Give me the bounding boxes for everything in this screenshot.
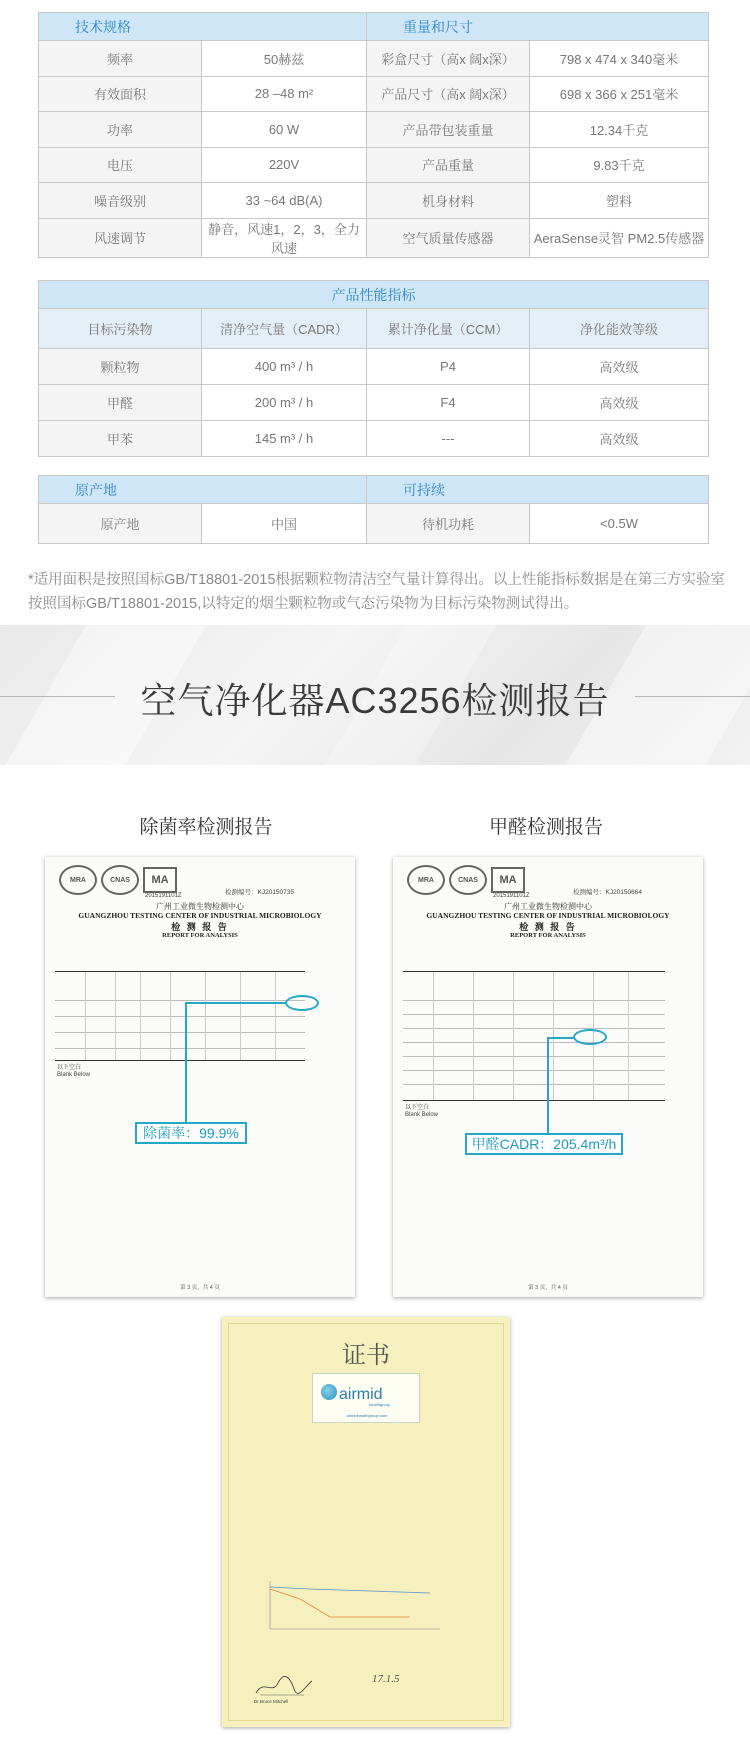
airmid-brand: airmid <box>339 1386 383 1403</box>
origin-header-left: 原产地 <box>39 476 367 504</box>
result-table-graphic <box>55 971 305 1061</box>
spec-value: 220V <box>202 147 367 183</box>
cert-number: 2015191101Z <box>145 893 182 899</box>
origin-label: 原产地 <box>39 504 202 544</box>
spec-header-right: 重量和尺寸 <box>367 13 709 41</box>
performance-value: 400 m³ / h <box>202 349 367 385</box>
column-header: 净化能效等级 <box>530 309 709 349</box>
formaldehyde-report-image <box>393 857 703 1297</box>
report-heading-cn: 检 测 报 告 <box>519 922 577 932</box>
report-number: 检测编号：KJ20150735 <box>225 889 295 896</box>
report-heading-cn: 检 测 报 告 <box>171 922 229 932</box>
origin-table <box>38 475 709 544</box>
ilac-mra-logo: MRA <box>59 865 97 895</box>
column-header: 目标污染物 <box>39 309 202 349</box>
performance-row <box>39 385 709 421</box>
highlight-ellipse <box>573 1029 607 1045</box>
spec-value: 698 x 366 x 251毫米 <box>530 76 709 112</box>
signature-graphic <box>254 1675 314 1697</box>
spec-label: 产品带包装重量 <box>367 112 530 148</box>
airmid-brand-sub: healthgroup <box>369 1402 391 1407</box>
spec-value: 28 –48 m² <box>202 76 367 112</box>
spec-row <box>39 41 709 77</box>
spec-label: 频率 <box>39 41 202 77</box>
blank-below: 以下空白 Blank Below <box>57 1065 91 1078</box>
spec-label: 空气质量传感器 <box>367 218 530 257</box>
performance-table <box>38 280 709 457</box>
spec-label: 功率 <box>39 112 202 148</box>
signer-name: Dr Bruce Mitchell <box>254 1699 289 1704</box>
ilac-mra-logo: MRA <box>407 865 445 895</box>
sterilization-rate-callout: 除菌率：99.9% <box>135 1122 247 1144</box>
spec-table <box>38 12 709 258</box>
spec-row <box>39 147 709 183</box>
cma-logo: MA <box>491 867 525 893</box>
spec-row <box>39 112 709 148</box>
page-number: 第 3 页，共 4 页 <box>528 1285 568 1291</box>
page-number: 第 3 页，共 4 页 <box>180 1285 220 1291</box>
performance-value: P4 <box>367 349 530 385</box>
blank-below: 以下空白 Blank Below <box>405 1105 439 1118</box>
cert-number: 2015191101Z <box>493 893 530 899</box>
performance-table-header <box>39 281 709 309</box>
origin-table-header <box>39 476 709 504</box>
report-number: 检测编号：KJ20150664 <box>573 889 643 896</box>
airmid-logo <box>312 1373 420 1423</box>
standby-value: <0.5W <box>530 504 709 544</box>
spec-label: 噪音级别 <box>39 183 202 219</box>
spec-value: 12.34千克 <box>530 112 709 148</box>
origin-value: 中国 <box>202 504 367 544</box>
report-title-sterilization: 除菌率检测报告 <box>139 817 273 838</box>
spec-value: 9.83千克 <box>530 147 709 183</box>
spec-value: 798 x 474 x 340毫米 <box>530 41 709 77</box>
certificate-chart-graphic <box>250 1577 446 1635</box>
connector-line <box>185 1002 187 1122</box>
spec-label: 产品重量 <box>367 147 530 183</box>
airmid-swirl-icon <box>321 1384 337 1400</box>
spec-label: 产品尺寸（高x 阔x深） <box>367 76 530 112</box>
spec-value: 静音，风速1，2，3，全力风速 <box>202 218 367 257</box>
spec-row <box>39 218 709 257</box>
spec-table-header <box>39 13 709 41</box>
spec-header-left: 技术规格 <box>39 13 367 41</box>
spec-value: 50赫兹 <box>202 41 367 77</box>
performance-value: --- <box>367 421 530 457</box>
result-table-graphic <box>403 971 665 1101</box>
cnas-logo: CNAS <box>101 865 139 895</box>
spec-label: 风速调节 <box>39 218 202 257</box>
spec-label: 彩盒尺寸（高x 阔x深） <box>367 41 530 77</box>
center-name-en: GUANGZHOU TESTING CENTER OF INDUSTRIAL MICROBIOLOGY <box>426 911 670 920</box>
footnote: *适用面积是按照国标GB/T18801-2015根据颗粒物清洁空气量计算得出。以上性能指标数据是在第三方实验室按照国标GB/T18801-2015,以特定的烟尘颗粒物或气态污染物为目标污染物测试得出。 <box>28 572 725 612</box>
report-banner <box>0 625 750 765</box>
spec-value: 33 ~64 dB(A) <box>202 183 367 219</box>
column-header: 清净空气量（CADR） <box>202 309 367 349</box>
connector-line <box>547 1037 549 1133</box>
pollutant-name: 甲醛 <box>39 385 202 421</box>
connector-line <box>185 1002 285 1004</box>
spec-row <box>39 183 709 219</box>
banner-title: 空气净化器AC3256检测报告 <box>140 680 610 721</box>
center-name-en: GUANGZHOU TESTING CENTER OF INDUSTRIAL MICROBIOLOGY <box>78 911 322 920</box>
performance-value: 高效级 <box>530 349 709 385</box>
performance-columns <box>39 309 709 349</box>
spec-label: 有效面积 <box>39 76 202 112</box>
airmid-url: airmidhealthgroup.com <box>346 1413 388 1418</box>
performance-row <box>39 349 709 385</box>
cnas-logo: CNAS <box>449 865 487 895</box>
highlight-ellipse <box>285 995 319 1011</box>
origin-row <box>39 504 709 544</box>
performance-value: 高效级 <box>530 421 709 457</box>
report-logos <box>59 865 177 895</box>
formaldehyde-cadr-callout: 甲醛CADR：205.4m³/h <box>465 1133 623 1155</box>
spec-value: AeraSense灵智 PM2.5传感器 <box>530 218 709 257</box>
report-logos <box>407 865 525 895</box>
origin-header-right: 可持续 <box>367 476 709 504</box>
report-heading-en: REPORT FOR ANALYSIS <box>162 932 238 939</box>
spec-value: 塑料 <box>530 183 709 219</box>
center-name-cn: 广州工业微生物检测中心 <box>156 902 244 911</box>
performance-header: 产品性能指标 <box>39 281 709 309</box>
center-name-cn: 广州工业微生物检测中心 <box>504 902 592 911</box>
certificate-title: 证书 <box>342 1342 390 1369</box>
pollutant-name: 甲苯 <box>39 421 202 457</box>
report-title-formaldehyde: 甲醛检测报告 <box>488 817 603 838</box>
spec-value: 60 W <box>202 112 367 148</box>
column-header: 累计净化量（CCM） <box>367 309 530 349</box>
spec-label: 机身材料 <box>367 183 530 219</box>
performance-value: 145 m³ / h <box>202 421 367 457</box>
spec-label: 电压 <box>39 147 202 183</box>
airmid-certificate-image <box>222 1317 510 1727</box>
performance-row <box>39 421 709 457</box>
cma-logo: MA <box>143 867 177 893</box>
performance-value: F4 <box>367 385 530 421</box>
standby-label: 待机功耗 <box>367 504 530 544</box>
performance-value: 高效级 <box>530 385 709 421</box>
report-heading-en: REPORT FOR ANALYSIS <box>510 932 586 939</box>
pollutant-name: 颗粒物 <box>39 349 202 385</box>
spec-row <box>39 76 709 112</box>
certificate-date: 17.1.5 <box>372 1673 400 1685</box>
performance-value: 200 m³ / h <box>202 385 367 421</box>
connector-line <box>547 1037 575 1039</box>
sterilization-report-image <box>45 857 355 1297</box>
